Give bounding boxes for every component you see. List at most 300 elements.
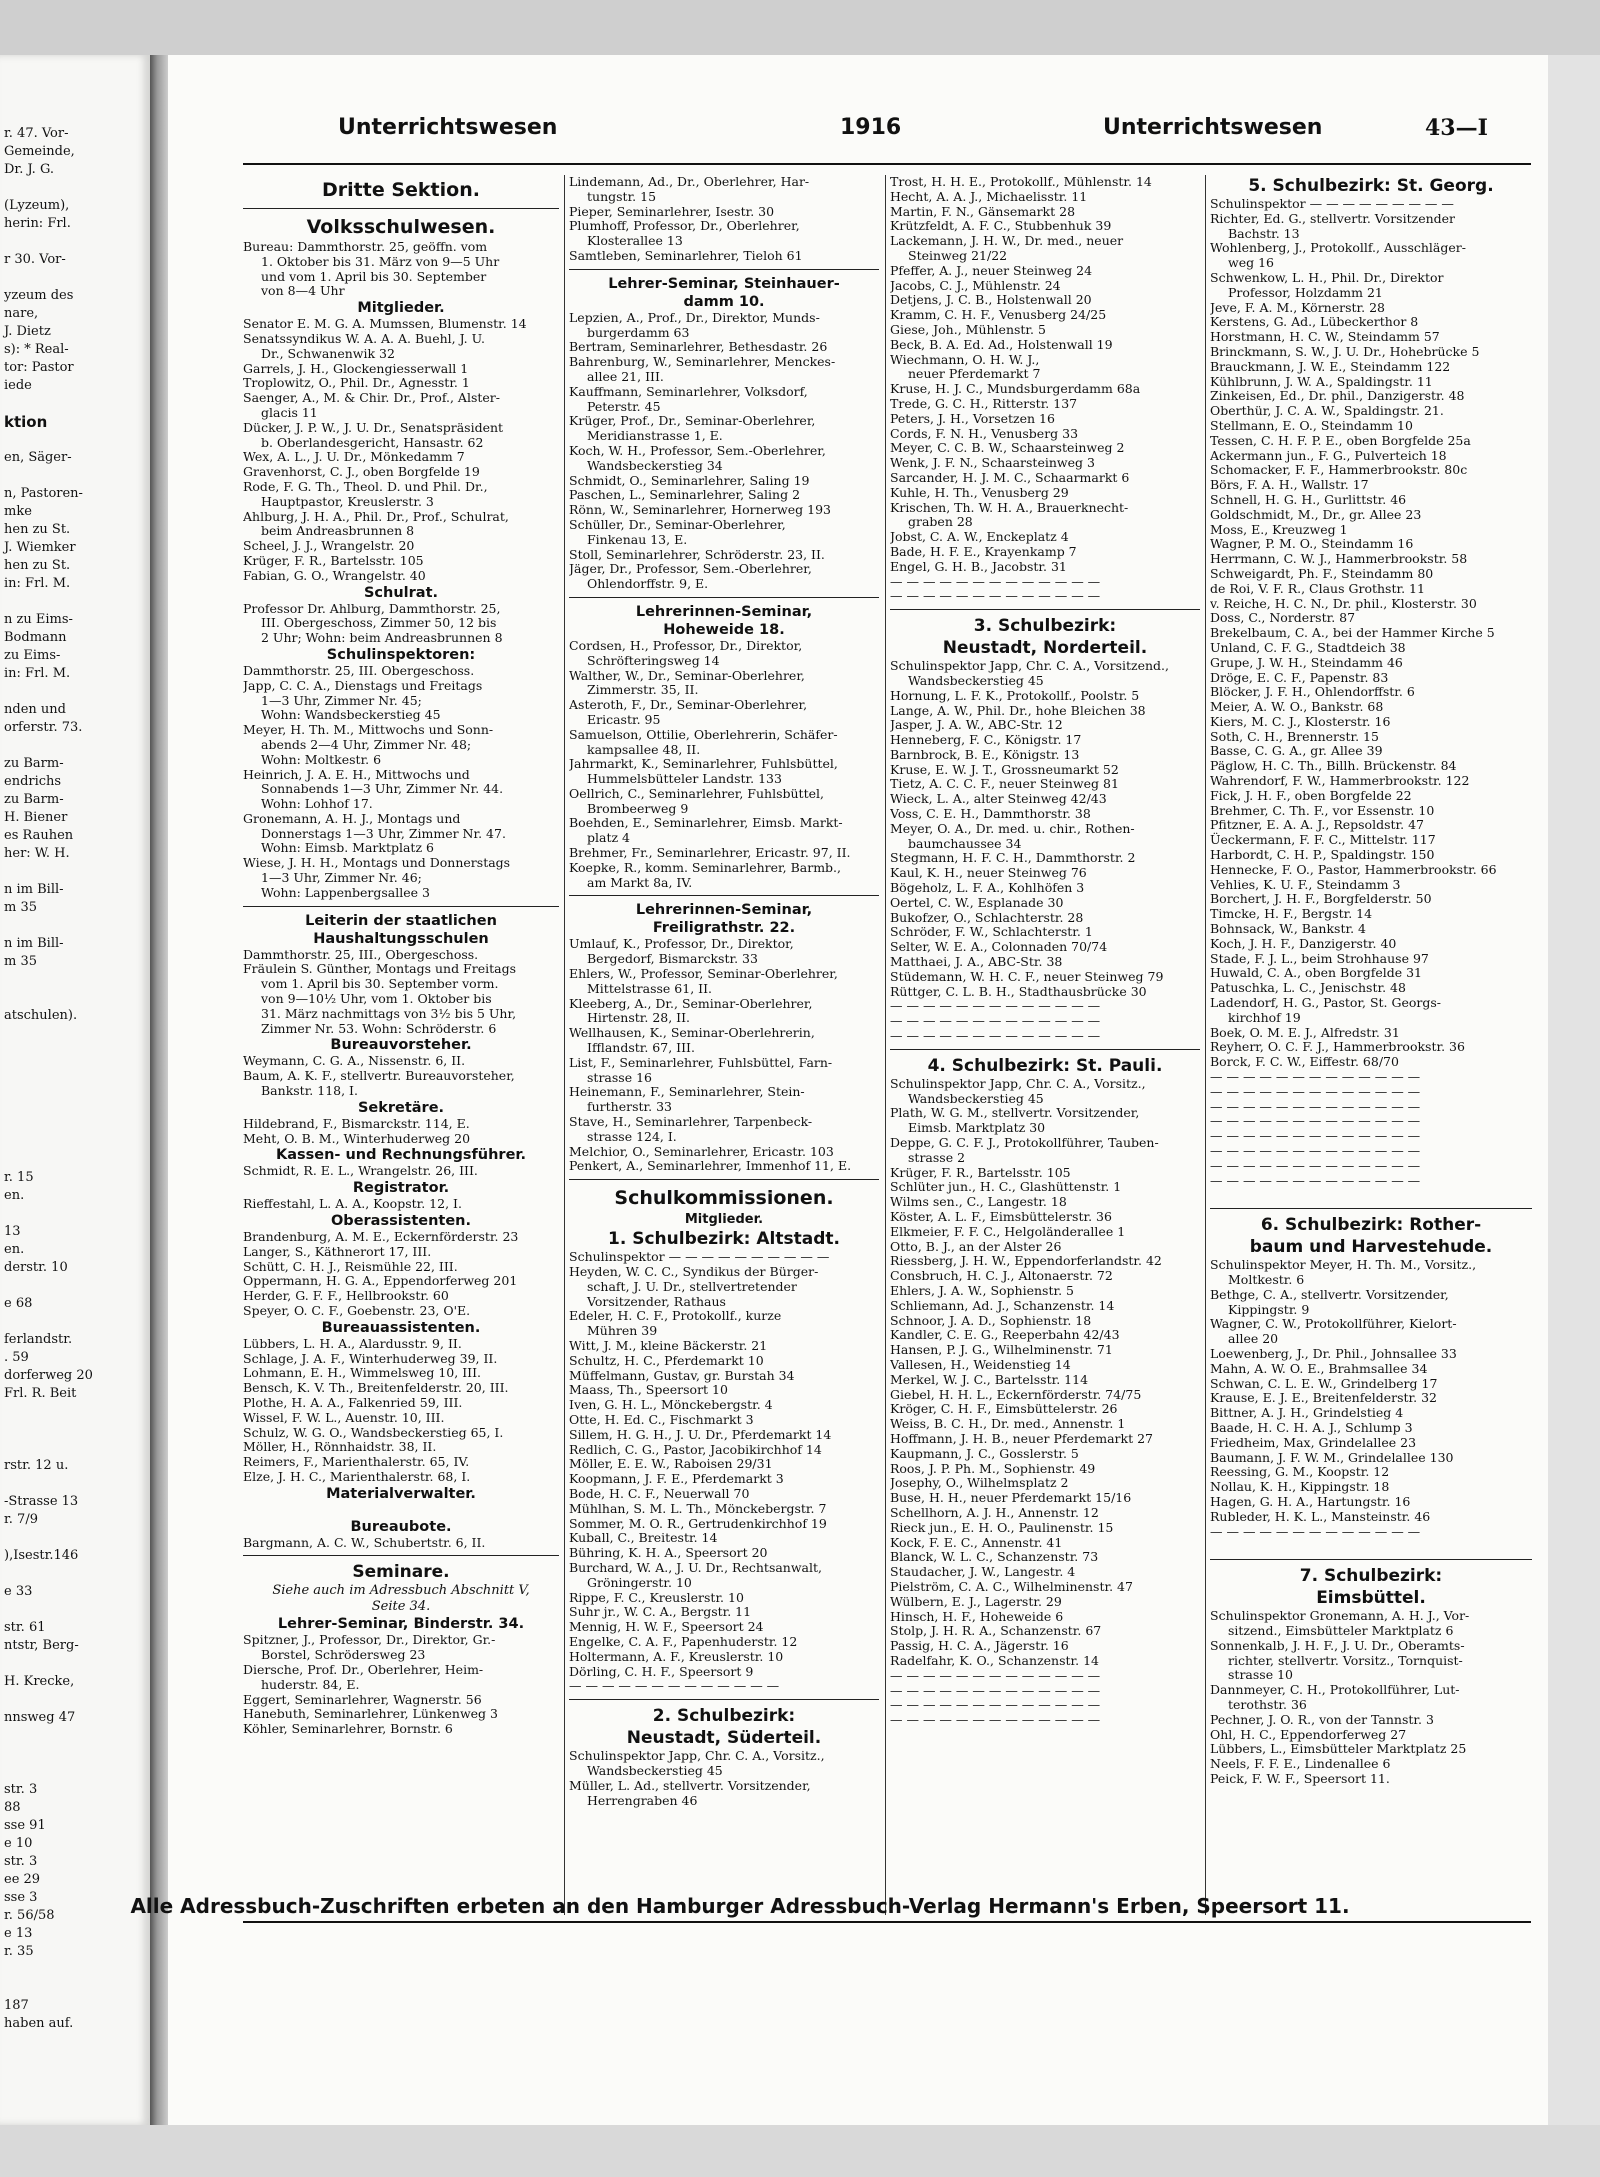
entry-continuation: strasse 16 (587, 1069, 652, 1085)
entry-line: Ehlers, J. A. W., Sophienstr. 5 (890, 1282, 1074, 1298)
entry-line: Edeler, H. C. F., Protokollf., kurze (569, 1308, 782, 1324)
entry-line: Schütt, C. H. J., Reismühle 22, III. (243, 1258, 458, 1274)
entry-line: Meyer, C. C. B. W., Schaarsteinweg 2 (890, 440, 1125, 456)
entry-line: Meht, O. B. M., Winterhuderweg 20 (243, 1130, 471, 1146)
left-page-line: 187 (4, 1998, 29, 2013)
entry-line: Bargmann, A. C. W., Schubertstr. 6, II. (243, 1534, 486, 1550)
entry-line: — — — — — — — — — — — — — (1210, 1172, 1421, 1188)
entry-line: Müffelmann, Gustav, gr. Burstah 34 (569, 1367, 795, 1383)
entry-continuation: strasse 10 (1228, 1667, 1293, 1683)
note-line: Siehe auch im Adressbuch Abschnitt V, (272, 1583, 530, 1599)
entry-line: Sillem, H. G. H., J. U. Dr., Pferdemarkt 14 (569, 1426, 832, 1442)
entry-line: Rode, F. G. Th., Theol. D. und Phil. Dr., (243, 478, 488, 494)
entry-line: — — — — — — — — — — — — — (890, 1028, 1101, 1044)
entry-line: Engelke, C. A. F., Papenhuderstr. 12 (569, 1633, 798, 1649)
section-heading: Volksschulwesen. (306, 216, 496, 238)
left-page-line: derstr. 10 (4, 1260, 68, 1275)
entry-line: Jäger, Dr., Professor, Sem.-Oberlehrer, (569, 561, 812, 577)
scan-margin (1548, 55, 1600, 2125)
entry-line: Bethge, C. A., stellvertr. Vorsitzender, (1210, 1286, 1449, 1302)
entry-line: Kaul, K. H., neuer Steinweg 76 (890, 865, 1087, 881)
entry-line: Brandenburg, A. M. E., Eckernförderstr. 23 (243, 1229, 519, 1245)
section-heading: Kassen- und Rechnungsführer. (275, 1147, 526, 1164)
entry-continuation: kirchhof 19 (1228, 1009, 1301, 1025)
entry-line: Grupe, J. W. H., Steindamm 46 (1210, 654, 1403, 670)
entry-continuation: Wohn: Wandsbeckerstieg 45 (261, 707, 441, 723)
left-page-line: ntstr, Berg- (4, 1638, 79, 1653)
entry-line: — — — — — — — — — — — — — (890, 998, 1101, 1014)
entry-continuation: strasse 2 (908, 1149, 966, 1165)
entry-continuation: Bachstr. 13 (1228, 225, 1300, 241)
entry-continuation: burgerdamm 63 (587, 324, 690, 340)
left-page-line (0, 1601, 150, 1619)
entry-line: Schomacker, F. F., Hammerbrookstr. 80c (1210, 462, 1468, 478)
entry-line: Cords, F. N. H., Venusberg 33 (890, 425, 1079, 441)
entry-line: Dammthorstr. 25, III., Obergeschoss. (243, 946, 479, 962)
entry-line: Ladendorf, H. G., Pastor, St. Georgs- (1210, 995, 1442, 1011)
entry-line: Josephy, O., Wilhelmsplatz 2 (890, 1475, 1069, 1491)
left-page-line (0, 917, 150, 935)
left-page-line: r 30. Vor- (4, 252, 66, 267)
entry-line: Senator E. M. G. A. Mumssen, Blumenstr. 14 (243, 316, 527, 332)
section-heading: Leiterin der staatlichen (305, 912, 497, 929)
left-page-line: r. 7/9 (4, 1512, 38, 1527)
entry-line: Riessberg, J. H. W., Eppendorferlandstr. 42 (890, 1253, 1162, 1269)
entry-line: Tietz, A. C. C. F., neuer Steinweg 81 (890, 776, 1119, 792)
section-heading: Sekretäre. (357, 1099, 445, 1116)
left-page-line: str. 61 (4, 1620, 46, 1635)
entry-line: Kruse, H. J. C., Mundsburgerdamm 68a (890, 381, 1141, 397)
left-page-line: n im Bill- (4, 882, 64, 897)
left-page-line (0, 1439, 150, 1457)
left-page-line: hen zu St. (4, 558, 71, 573)
entry-continuation: Wandsbeckerstieg 45 (908, 672, 1044, 688)
section-heading: Lehrerinnen-Seminar, (635, 603, 813, 620)
entry-line: Consbruch, H. C. J., Altonaerstr. 72 (890, 1268, 1113, 1284)
entry-line: Schweigardt, Ph. F., Steindamm 80 (1210, 565, 1434, 581)
entry-continuation: Ifflandstr. 67, III. (587, 1040, 695, 1056)
left-page-line (0, 1025, 150, 1043)
entry-continuation: abends 2—4 Uhr, Zimmer Nr. 48; (261, 736, 472, 752)
section-heading: 6. Schulbezirk: Rother- (1260, 1215, 1482, 1236)
entry-continuation: Hirtenstr. 28, II. (587, 1010, 691, 1026)
entry-line: Jahrmarkt, K., Seminarlehrer, Fuhlsbüttel, (569, 756, 838, 772)
entry-line: Hansen, P. J. G., Wilhelminenstr. 71 (890, 1342, 1113, 1358)
entry-line: Timcke, H. F., Bergstr. 14 (1210, 906, 1373, 922)
section-heading: Schulrat. (363, 584, 439, 601)
section-heading: Bureaubote. (350, 1518, 452, 1535)
entry-line: Elze, J. H. C., Marienthalerstr. 68, I. (243, 1468, 471, 1484)
entry-line: Hoffmann, J. H. B., neuer Pferdemarkt 27 (890, 1430, 1154, 1446)
entry-line: Henneberg, F. C., Königstr. 17 (890, 732, 1082, 748)
entry-line: Jobst, C. A. W., Enckeplatz 4 (890, 529, 1069, 545)
left-page-line (0, 1727, 150, 1745)
entry-line: Wilms sen., C., Langestr. 18 (890, 1194, 1067, 1210)
entry-line: Engel, G. H. B., Jacobstr. 31 (890, 558, 1067, 574)
left-page-line: n im Bill- (4, 936, 64, 951)
entry-line: Rieffestahl, L. A. A., Koopstr. 12, I. (243, 1196, 462, 1212)
entry-line: Holtermann, A. F., Kreuslerstr. 10 (569, 1648, 784, 1664)
entry-continuation: Wohn: Moltkestr. 6 (261, 751, 382, 767)
left-page-line (0, 395, 150, 413)
left-page-line: yzeum des (4, 288, 74, 303)
entry-line: Bahrenburg, W., Seminarlehrer, Menckes- (569, 354, 836, 370)
entry-line: Lohmann, E. H., Wimmelsweg 10, III. (243, 1365, 481, 1381)
entry-line: Jeve, F. A. M., Körnerstr. 28 (1210, 299, 1385, 315)
entry-line: — — — — — — — — — — — — — (890, 573, 1101, 589)
entry-line: Kleeberg, A., Dr., Seminar-Oberlehrer, (569, 995, 813, 1011)
entry-line: Hildebrand, F., Bismarckstr. 114, E. (243, 1115, 470, 1131)
entry-line: Köhler, Seminarlehrer, Bornstr. 6 (243, 1721, 453, 1737)
left-page-line: en, Säger- (4, 450, 72, 465)
entry-continuation: Meridianstrasse 1, E. (587, 428, 723, 444)
entry-line: Bode, H. C. F., Neuerwall 70 (569, 1485, 750, 1501)
entry-continuation: Wandsbeckerstieg 34 (587, 457, 723, 473)
entry-line: Patuschka, L. C., Jenischstr. 48 (1210, 980, 1406, 996)
entry-continuation: glacis 11 (261, 404, 318, 420)
entry-continuation: kampsallee 48, II. (587, 741, 701, 757)
page-number: 43—I (1425, 115, 1488, 141)
left-page-line (0, 1565, 150, 1583)
entry-line: Dörling, C. H. F., Speersort 9 (569, 1663, 754, 1679)
left-page-line (0, 1475, 150, 1493)
section-heading: Schulkommissionen. (614, 1187, 834, 1210)
section-rule (1210, 1208, 1532, 1209)
section-heading: damm 10. (683, 293, 765, 310)
entry-continuation: 1—3 Uhr, Zimmer Nr. 46; (261, 870, 422, 886)
entry-continuation: Sonnabends 1—3 Uhr, Zimmer Nr. 44. (261, 781, 504, 797)
entry-line: Giebel, H. H. L., Eckernförderstr. 74/75 (890, 1386, 1142, 1402)
entry-line: Huwald, C. A., oben Borgfelde 31 (1210, 965, 1422, 981)
entry-line: Krause, E. J. E., Breitenfelderstr. 32 (1210, 1390, 1437, 1406)
entry-continuation: Wandsbeckerstieg 45 (587, 1762, 723, 1778)
entry-line: Walther, W., Dr., Seminar-Oberlehrer, (569, 667, 805, 683)
entry-continuation: 31. März nachmittags von 3½ bis 5 Uhr, (261, 1005, 517, 1021)
entry-continuation: Kippingstr. 9 (1228, 1301, 1310, 1317)
entry-line: Umlauf, K., Professor, Dr., Direktor, (569, 936, 794, 952)
entry-continuation: weg 16 (1228, 255, 1274, 271)
entry-line: Rubleder, H. K. L., Mansteinstr. 46 (1210, 1508, 1431, 1524)
entry-continuation: Moltkestr. 6 (1228, 1271, 1305, 1287)
entry-line: Senatssyndikus W. A. A. A. Buehl, J. U. (243, 330, 485, 346)
entry-line: Diersche, Prof. Dr., Oberlehrer, Heim- (243, 1661, 484, 1677)
entry-line: Weymann, C. G. A., Nissenstr. 6, II. (243, 1053, 466, 1069)
left-page-line: en. (4, 1188, 25, 1203)
entry-line: Hanebuth, Seminarlehrer, Lünkenweg 3 (243, 1706, 498, 1722)
section-rule (1210, 1559, 1532, 1560)
entry-line: Jacobs, C. J., Mühlenstr. 24 (890, 277, 1061, 293)
left-page-line: dorferweg 20 (4, 1368, 93, 1383)
left-page-line: J. Wiemker (4, 540, 76, 555)
left-page-line (0, 1961, 150, 1979)
entry-line: Sonnenkalb, J. H. F., J. U. Dr., Oberamts- (1210, 1637, 1465, 1653)
section-heading: 3. Schulbezirk: (973, 616, 1117, 637)
entry-continuation: Schröfteringsweg 14 (587, 652, 720, 668)
entry-line: Wissel, F. W. L., Auenstr. 10, III. (243, 1409, 445, 1425)
entry-line: Bögeholz, L. F. A., Kohlhöfen 3 (890, 880, 1085, 896)
left-page-fragment (0, 55, 150, 2125)
left-page-line: H. Krecke, (4, 1674, 75, 1689)
entry-line: Kuball, C., Breitestr. 14 (569, 1530, 718, 1546)
entry-line: Lübbers, L. H. A., Alardusstr. 9, II. (243, 1335, 462, 1351)
left-page-line: mke (4, 504, 32, 519)
entry-line: Mahn, A. W. O. E., Brahmsallee 34 (1210, 1360, 1428, 1376)
entry-line: Matthaei, J. A., ABC-Str. 38 (890, 954, 1063, 970)
section-heading: 4. Schulbezirk: St. Pauli. (927, 1055, 1163, 1076)
section-heading: 7. Schulbezirk: (1299, 1566, 1443, 1587)
left-page-line (0, 269, 150, 287)
entry-line: Hennecke, F. O., Pastor, Hammerbrookstr. 66 (1210, 861, 1497, 877)
entry-line: Üeckermann, F. F. C., Mittelstr. 117 (1210, 832, 1436, 848)
entry-line: Plath, W. G. M., stellvertr. Vorsitzender, (890, 1105, 1140, 1121)
left-page-line: haben auf. (4, 2016, 74, 2031)
entry-line: Meier, A. W. O., Bankstr. 68 (1210, 699, 1384, 715)
section-heading: Oberassistenten. (330, 1213, 472, 1230)
left-page-line: . 59 (4, 1350, 29, 1365)
entry-continuation: neuer Pferdemarkt 7 (908, 366, 1041, 382)
left-page-line: in: Frl. M. (4, 666, 71, 681)
entry-line: Samtleben, Seminarlehrer, Tieloh 61 (569, 247, 803, 263)
entry-line: Elkmeier, F. F. C., Helgoländerallee 1 (890, 1223, 1126, 1239)
entry-line: Oppermann, H. G. A., Eppendorferweg 201 (243, 1273, 518, 1289)
entry-line: Krischen, Th. W. H. A., Brauerknecht- (890, 499, 1129, 515)
entry-line: Mühlhan, S. M. L. Th., Mönckebergstr. 7 (569, 1500, 827, 1516)
entry-line: — — — — — — — — — — — — — (890, 1682, 1101, 1698)
left-page-line: tor: Pastor (4, 360, 74, 375)
left-page-line: zu Barm- (4, 756, 64, 771)
left-page-line: es Rauhen (4, 828, 74, 843)
entry-line: Borchert, J. H. F., Borgfelderstr. 50 (1210, 891, 1432, 907)
entry-line: Möller, E. E. W., Raboisen 29/31 (569, 1456, 773, 1472)
entry-line: Stoll, Seminarlehrer, Schröderstr. 23, II. (569, 546, 825, 562)
entry-line: Langer, S., Käthnerort 17, III. (243, 1243, 432, 1259)
entry-line: Penkert, A., Seminarlehrer, Immenhof 11, E. (569, 1158, 852, 1174)
entry-line: Borck, F. C. W., Eiffestr. 68/70 (1210, 1054, 1399, 1070)
entry-line: Horstmann, H. C. W., Steindamm 57 (1210, 329, 1440, 345)
entry-line: Kühlbrunn, J. W. A., Spaldingstr. 11 (1210, 373, 1433, 389)
entry-line: Börs, F. A. H., Wallstr. 17 (1210, 477, 1369, 493)
entry-line: Schulinspektor Japp, Chr. C. A., Vorsitz., (890, 1075, 1146, 1091)
entry-line: Burchard, W. A., J. U. Dr., Rechtsanwalt, (569, 1559, 823, 1575)
entry-line: Reyherr, O. C. F. J., Hammerbrookstr. 36 (1210, 1039, 1465, 1055)
page-header (168, 115, 1548, 155)
entry-line: Peters, J. H., Vorsetzen 16 (890, 410, 1055, 426)
left-page-line: zu Eims- (4, 648, 61, 663)
entry-line: Rüttger, C. L. B. H., Stadthausbrücke 30 (890, 983, 1147, 999)
entry-continuation: Ericastr. 95 (587, 711, 661, 727)
entry-line: — — — — — — — — — — — — — (569, 1678, 780, 1694)
entry-line: Mennig, H. W. F., Speersort 24 (569, 1619, 764, 1635)
left-page-line (0, 1115, 150, 1133)
section-heading: Bureauassistenten. (321, 1319, 481, 1336)
entry-line: Unland, C. F. G., Stadtdeich 38 (1210, 639, 1406, 655)
entry-line: Kaupmann, J. C., Gosslerstr. 5 (890, 1445, 1079, 1461)
entry-line: Loewenberg, J., Dr. Phil., Johnsallee 33 (1210, 1345, 1457, 1361)
entry-continuation: Wohn: Eimsb. Marktplatz 6 (261, 840, 434, 856)
entry-line: Garrels, J. H., Glockengiesserwall 1 (243, 360, 469, 376)
entry-line: Pieper, Seminarlehrer, Isestr. 30 (569, 203, 775, 219)
section-heading: 1. Schulbezirk: Altstadt. (608, 1229, 840, 1250)
left-page-line: orferstr. 73. (4, 720, 83, 735)
entry-line: Kruse, E. W. J. T., Grossneumarkt 52 (890, 761, 1119, 777)
section-heading: Hoheweide 18. (663, 621, 785, 638)
section-rule (243, 208, 559, 209)
section-heading: 5. Schulbezirk: St. Georg. (1248, 176, 1494, 196)
header-right-title: Unterrichtswesen (1103, 115, 1323, 140)
entry-line: Schröder, F. W., Schlachterstr. 1 (890, 924, 1093, 940)
header-left-title: Unterrichtswesen (338, 115, 558, 140)
left-page-line (0, 1763, 150, 1781)
entry-continuation: graben 28 (908, 514, 973, 530)
entry-line: Hornung, L. F. K., Protokollf., Poolstr. 5 (890, 687, 1140, 703)
entry-line: Moss, E., Kreuzweg 1 (1210, 521, 1348, 537)
entry-line: Maass, Th., Speersort 10 (569, 1382, 728, 1398)
entry-line: Stade, F. J. L., beim Strohhause 97 (1210, 950, 1429, 966)
left-page-line: nden und (4, 702, 66, 717)
entry-line: Vehlies, K. U. F., Steindamm 3 (1210, 876, 1401, 892)
left-page-line: r. 15 (4, 1170, 34, 1185)
footer-rule (243, 1921, 1531, 1923)
entry-continuation: Wandsbeckerstieg 45 (908, 1090, 1044, 1106)
entry-line: Schlage, J. A. F., Winterhuderweg 39, II. (243, 1350, 498, 1366)
entry-line: Dröge, E. C. F., Papenstr. 83 (1210, 669, 1389, 685)
entry-line: — — — — — — — — — — — — — (890, 1667, 1101, 1683)
entry-line: Baade, H. C. H. A. J., Schlump 3 (1210, 1419, 1413, 1435)
entry-line: Radelfahr, K. O., Schanzenstr. 14 (890, 1652, 1099, 1668)
left-page-line: 88 (4, 1800, 21, 1815)
left-page-line (0, 1277, 150, 1295)
entry-line: Oellrich, C., Seminarlehrer, Fuhlsbüttel, (569, 785, 824, 801)
left-page-line (0, 863, 150, 881)
entry-line (1210, 1188, 1532, 1203)
left-page-line: m 35 (4, 954, 38, 969)
entry-line: Schliemann, Ad. J., Schanzenstr. 14 (890, 1297, 1115, 1313)
entry-continuation: 2 Uhr; Wohn: beim Andreasbrunnen 8 (261, 630, 503, 646)
entry-line: — — — — — — — — — — — — — (1210, 1143, 1421, 1158)
entry-line: Schüller, Dr., Seminar-Oberlehrer, (569, 516, 786, 532)
entry-line: Brehmer, Fr., Seminarlehrer, Ericastr. 97, II. (569, 845, 851, 861)
entry-line: Ohl, H. C., Eppendorferweg 27 (1210, 1726, 1407, 1742)
entry-line: Herrmann, C. W. J., Hammerbrookstr. 58 (1210, 551, 1468, 567)
entry-line: Selter, W. E. A., Colonnaden 70/74 (890, 939, 1108, 955)
entry-line: — — — — — — — — — — — — — (1210, 1157, 1421, 1173)
section-heading: Freiligrathstr. 22. (652, 920, 796, 937)
entry-line: Koepke, R., komm. Seminarlehrer, Barmb., (569, 859, 842, 875)
left-page-line (0, 1529, 150, 1547)
left-page-line: e 13 (4, 1926, 33, 1941)
entry-line: Bensch, K. V. Th., Breitenfelderstr. 20, III. (243, 1380, 509, 1396)
entry-continuation: III. Obergeschoss, Zimmer 50, 12 bis (261, 615, 497, 631)
entry-line: Otte, H. Ed. C., Fischmarkt 3 (569, 1411, 754, 1427)
section-rule (569, 1179, 879, 1180)
entry-line: Schulinspektor — — — — — — — — — (1210, 196, 1454, 211)
entry-line: Zinkeisen, Ed., Dr. phil., Danzigerstr. 48 (1210, 388, 1465, 404)
left-page-line: iede (4, 378, 32, 393)
entry-line: Wiese, J. H. H., Montags und Donnerstags (243, 855, 511, 871)
left-page-line (0, 593, 150, 611)
section-heading: Dritte Sektion. (322, 179, 480, 201)
entry-continuation: Vorsitzender, Rathaus (587, 1293, 726, 1309)
entry-line: Boehden, E., Seminarlehrer, Eimsb. Markt- (569, 815, 843, 831)
entry-line (243, 1503, 559, 1518)
section-heading: Mitglieder. (357, 300, 445, 317)
left-page-line (0, 1205, 150, 1223)
entry-continuation: Bankstr. 118, I. (261, 1083, 358, 1099)
entry-line: Otto, B. J., an der Alster 26 (890, 1238, 1062, 1254)
left-page-line: r. 35 (4, 1944, 34, 1959)
column-3 (890, 175, 1200, 1920)
entry-line: Martin, F. N., Gänsemarkt 28 (890, 203, 1076, 219)
entry-line: — — — — — — — — — — — — — (890, 1697, 1101, 1713)
note-line: Seite 34. (371, 1599, 431, 1615)
entry-line: — — — — — — — — — — — — — (1210, 1083, 1421, 1099)
left-page-line: en. (4, 1242, 25, 1257)
section-heading: Seminare. (352, 1562, 450, 1583)
left-page-line (0, 431, 150, 449)
entry-continuation: vom 1. April bis 30. September vorm. (261, 976, 499, 992)
entry-line: List, F., Seminarlehrer, Fuhlsbüttel, Farn- (569, 1054, 833, 1070)
entry-line: Krützfeldt, A. F. C., Stubbenhuk 39 (890, 218, 1112, 234)
entry-line: Bade, H. F. E., Krayenkamp 7 (890, 543, 1077, 559)
entry-line: Kock, F. E. C., Annenstr. 41 (890, 1534, 1063, 1550)
left-page-line: (Lyzeum), (4, 198, 70, 213)
column-1 (243, 175, 559, 1920)
entry-line: Wiechmann, O. H. W. J., (890, 351, 1040, 367)
entry-line: Ehlers, W., Professor, Seminar-Oberlehrer, (569, 966, 838, 982)
entry-line: Wellhausen, K., Seminar-Oberlehrerin, (569, 1025, 815, 1041)
entry-continuation: Dr., Schwanenwik 32 (261, 345, 395, 361)
section-heading: Schulinspektoren: (326, 646, 476, 663)
section-heading: Materialverwalter. (326, 1485, 476, 1502)
entry-line: Wieck, L. A., alter Steinweg 42/43 (890, 791, 1107, 807)
entry-continuation: Hummelsbütteler Landstr. 133 (587, 771, 782, 787)
entry-line: Stolp, J. H. R. A., Schanzenstr. 67 (890, 1623, 1102, 1639)
entry-continuation: tungstr. 15 (587, 188, 657, 204)
entry-line: Buse, H. H., neuer Pferdemarkt 15/16 (890, 1490, 1132, 1506)
left-page-line: sse 3 (4, 1890, 38, 1905)
entry-line: Passig, H. C. A., Jägerstr. 16 (890, 1638, 1069, 1654)
entry-line: Wenk, J. F. N., Schaarsteinweg 3 (890, 455, 1095, 471)
entry-continuation: Klosterallee 13 (587, 233, 683, 249)
entry-line: — — — — — — — — — — — — — (1210, 1523, 1421, 1539)
entry-continuation: Mittelstrasse 61, II. (587, 980, 713, 996)
section-heading: Lehrer-Seminar, Binderstr. 34. (277, 1616, 525, 1633)
entry-line: Hinsch, H. F., Hoheweide 6 (890, 1608, 1064, 1624)
entry-line: Lange, A. W., Phil. Dr., hohe Bleichen 38 (890, 702, 1146, 718)
entry-line: — — — — — — — — — — — — — (1210, 1069, 1421, 1085)
entry-line: Cordsen, H., Professor, Dr., Direktor, (569, 637, 803, 653)
entry-line: Päglow, H. C. Th., Billh. Brückenstr. 84 (1210, 758, 1457, 774)
entry-line: Barnbrock, B. E., Königstr. 13 (890, 746, 1080, 762)
left-page-line: herin: Frl. (4, 216, 71, 231)
entry-line: Beck, B. A. Ed. Ad., Holstenwall 19 (890, 336, 1113, 352)
left-page-line: m 35 (4, 900, 38, 915)
left-page-line (0, 1403, 150, 1421)
column-4 (1210, 175, 1532, 1920)
entry-line: Trost, H. H. E., Protokollf., Mühlenstr. 14 (890, 175, 1152, 189)
entry-line: Pielström, C. A. C., Wilhelminenstr. 47 (890, 1578, 1133, 1594)
left-page-line: ),Isestr.146 (4, 1548, 79, 1563)
entry-continuation: Zimmer Nr. 53. Wohn: Schröderstr. 6 (261, 1020, 497, 1036)
entry-line: Meyer, H. Th. M., Mittwochs und Sonn- (243, 722, 494, 738)
entry-line: Richter, Ed. G., stellvertr. Vorsitzender (1210, 210, 1456, 226)
entry-line: Krüger, Prof., Dr., Seminar-Oberlehrer, (569, 413, 816, 429)
entry-line: Kauffmann, Seminarlehrer, Volksdorf, (569, 383, 808, 399)
entry-line: Kiers, M. C. J., Klosterstr. 16 (1210, 713, 1391, 729)
entry-continuation: 1. Oktober bis 31. März von 9—5 Uhr (261, 253, 500, 269)
entry-line: Schmidt, O., Seminarlehrer, Saling 19 (569, 472, 810, 488)
left-page-line: e 68 (4, 1296, 33, 1311)
